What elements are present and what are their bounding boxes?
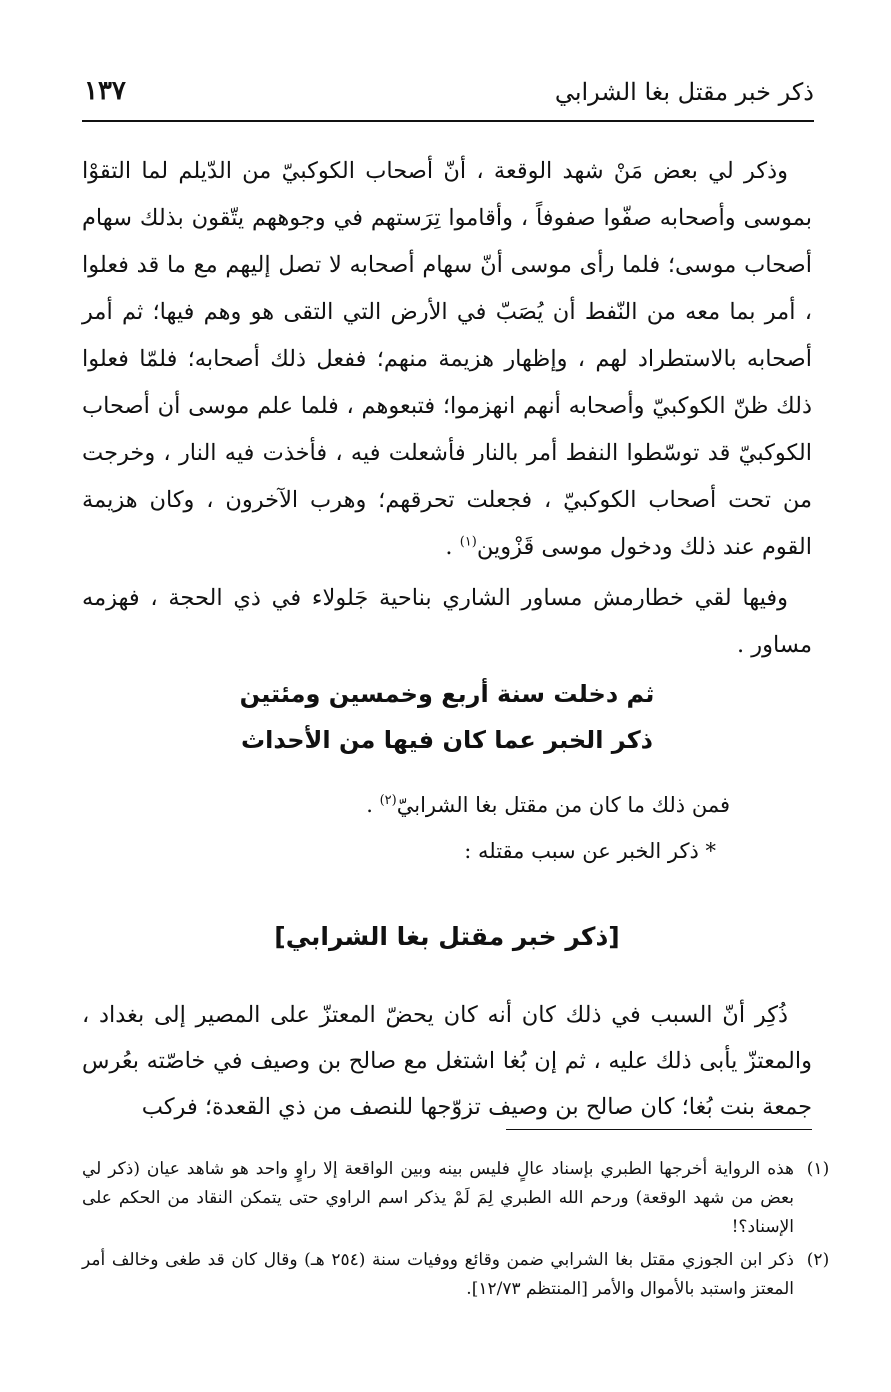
section-body [82, 992, 812, 1130]
year-headings [82, 672, 812, 762]
intro-line-1-end: . [366, 793, 380, 817]
running-header [82, 72, 814, 122]
intro-line-1-text: فمن ذلك ما كان من مقتل بغا الشرابيّ [396, 793, 730, 817]
running-header-title: ذكر خبر مقتل بغا الشرابي [554, 78, 814, 106]
intro-lines [82, 782, 812, 874]
body-text [82, 148, 812, 669]
paragraph-3: ذُكِر أنّ السبب في ذلك كان أنه كان يحضّ المعتزّ على المصير إلى بغداد ، والمعتزّ يأبى ذلك عليه ، ثم إن بُغا اشتغل مع صالح بن وصيف في خاصّته بعُرس جمعة بنت بُغا؛ كان صالح بن وصيف تزوّجها للنصف من ذي القعدة؛ فركب [82, 1002, 812, 1120]
paragraph-2: وفيها لقي خطارمش مساور الشاري بناحية جَلولاء في ذي الحجة ، فهزمه مساور . [82, 585, 812, 658]
footnote-marker-2: (٢) [379, 793, 397, 808]
footnotes [82, 1155, 842, 1308]
section-heading: [ذكر خبر مقتل بغا الشرابي] [274, 922, 620, 951]
footnote-marker-1: (١) [459, 534, 477, 550]
footnote-2 [82, 1246, 842, 1304]
paragraph-1-end: . [445, 534, 460, 560]
page-number: ١٣٧ [84, 76, 126, 106]
events-heading: ذكر الخبر عما كان فيها من الأحداث [241, 726, 653, 754]
paragraph-1 [82, 148, 812, 571]
footnote-1-text: هذه الرواية أخرجها الطبري بإسناد عالٍ فليس بينه وبين الواقعة إلا راوٍ واحد هو شاهد عيان (ذكر لي بعض من شهد الوقعة) ورحم الله الطبري لِمَ لَمْ يذكر اسم الراوي حتى يتمكن النقاد من الحكم على الإسناد؟! [82, 1159, 794, 1237]
intro-line-1 [82, 782, 812, 828]
year-heading: ثم دخلت سنة أربع وخمسين ومئتين [239, 680, 655, 708]
intro-line-2: * ذكر الخبر عن سبب مقتله : [464, 839, 716, 863]
paragraph-1-text: وذكر لي بعض مَنْ شهد الوقعة ، أنّ أصحاب الكوكبيّ من الدّيلم لما التقوْا بموسى وأصحابه صفّوا صفوفاً ، وأقاموا تِرَستهم في وجوههم يتّقون بذلك سهام أصحاب موسى؛ فلما رأى موسى أنّ سهام أصحابه لا تصل إليهم مع ما قد فعلوا ، أمر بما معه من النّفط أن يُصَبّ في الأرض التي التقى هو وهم فيها؛ ثم أمر أصحابه بالاستطراد لهم ، وإظهار هزيمة منهم؛ ففعل ذلك أصحابه؛ فلمّا فعلوا ذلك ظنّ الكوكبيّ وأصحابه أنهم انهزموا؛ فتبعوهم ، فلما علم موسى أن أصحاب الكوكبيّ قد توسّطوا النفط أمر بالنار فأشعلت فيه ، فأخذت فيه النار ، وخرجت من تحت أصحاب الكوكبيّ ، فجعلت تحرقهم؛ وهرب الآخرون ، وكان هزيمة القوم عند ذلك ودخول موسى قَزْوين [82, 158, 812, 560]
footnote-2-text: ذكر ابن الجوزي مقتل بغا الشرابي ضمن وقائع ووفيات سنة (٢٥٤ هـ) وقال كان قد طغى وخالف أمر المعتز واستبد بالأموال والأمر [المنتظم ١٢/٧٣]. [82, 1250, 794, 1299]
footnote-divider [506, 1129, 812, 1130]
footnote-1-number: (١) [806, 1159, 830, 1179]
footnote-1 [82, 1155, 842, 1242]
footnote-2-number: (٢) [806, 1250, 830, 1270]
